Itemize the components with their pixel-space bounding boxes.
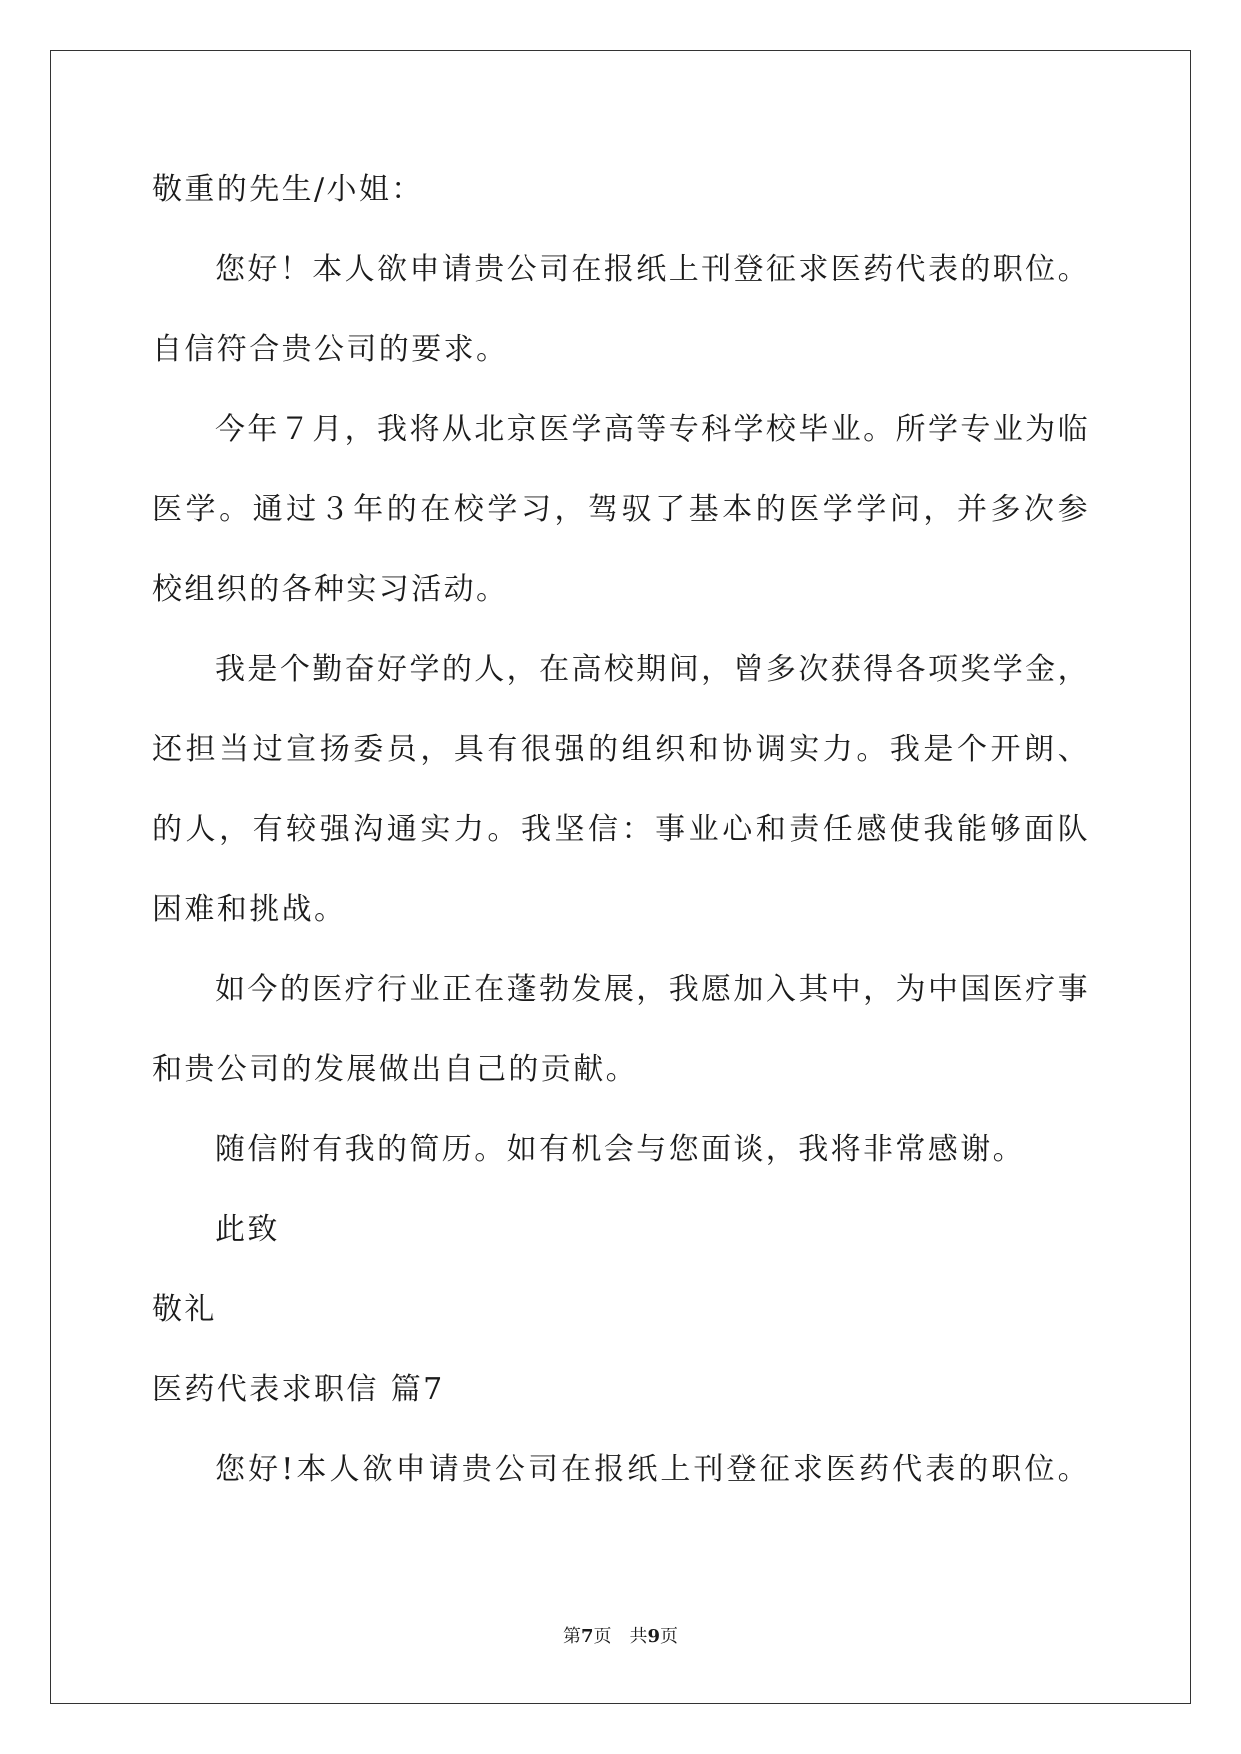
current-page-number: 7 (580, 1626, 594, 1647)
letter-body (152, 150, 1090, 1510)
paragraph-line: 随信附有我的简历。如有机会与您面谈，我将非常感谢。 (215, 1132, 1025, 1167)
paragraph-line: 和贵公司的发展做出自己的贡献。 (152, 1052, 638, 1087)
paragraph-line: 困难和挑战。 (152, 892, 347, 927)
closing-line: 此致 (215, 1212, 280, 1247)
salutation: 敬重的先生/小姐： (152, 172, 424, 207)
paragraph-line: 如今的医疗行业正在蓬勃发展，我愿加入其中，为中国医疗事 (215, 972, 1090, 1007)
paragraph-line: 校组织的各种实习活动。 (152, 572, 509, 607)
section-heading: 医药代表求职信 篇7 (152, 1372, 445, 1407)
total-page-number: 9 (647, 1626, 661, 1647)
page-unit: 页 (593, 1626, 612, 1647)
paragraph-line: 自信符合贵公司的要求。 (152, 332, 509, 367)
total-prefix: 共 (629, 1626, 648, 1647)
paragraph-line: 您好!本人欲申请贵公司在报纸上刊登征求医药代表的职位。 (215, 1452, 1090, 1487)
paragraph-line: 今年７月，我将从北京医学高等专科学校毕业。所学专业为临 (215, 412, 1090, 447)
page-prefix: 第 (562, 1626, 581, 1647)
paragraph-line: 我是个勤奋好学的人，在高校期间，曾多次获得各项奖学金， (215, 652, 1090, 687)
paragraph-line: 医学。通过３年的在校学习，驾驭了基本的医学学问，并多次参 (152, 492, 1090, 527)
page-footer (0, 1622, 1241, 1648)
paragraph-line: 还担当过宣扬委员，具有很强的组织和协调实力。我是个开朗、 (152, 732, 1090, 767)
closing-regards: 敬礼 (152, 1292, 217, 1327)
paragraph-line: 您好！本人欲申请贵公司在报纸上刊登征求医药代表的职位。 (215, 252, 1090, 287)
total-unit: 页 (660, 1626, 679, 1647)
paragraph-line: 的人，有较强沟通实力。我坚信：事业心和责任感使我能够面队 (152, 812, 1090, 847)
